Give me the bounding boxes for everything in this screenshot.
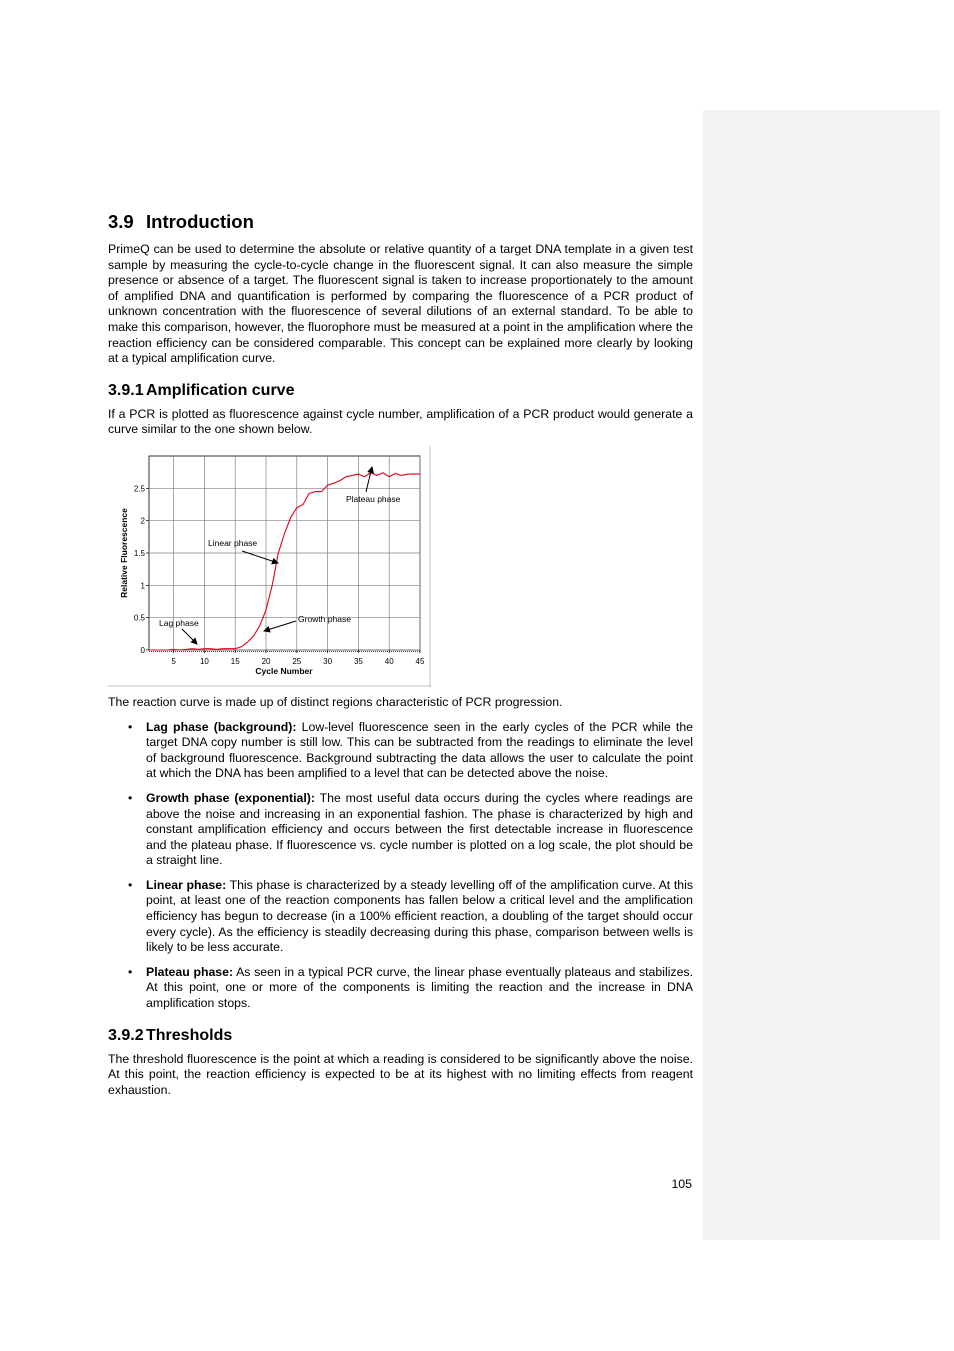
x-axis-label: Cycle Number (255, 665, 313, 676)
phase-description: The most useful data occurs during the cycles where readings are above the noise and increasing in an exponential fashion. The phase is characterized by high and constant amplification efficiency and occurs between the first detectable increase in fluorescence and the plateau phase. If fluorescence vs. cycle number is plotted on a log scale, the plot should be a straight line. (146, 790, 693, 868)
page-content (108, 210, 693, 1098)
phase-description: This phase is characterized by a steady levelling off of the amplification curve. At this point, at least one of the reaction components has fallen below a critical level and the amplification efficiency has begun to decrease (in a 100% efficient reaction, a doubling of the target should occur every cycle). As the efficiency is steadily decreasing during this phase, comparison between wells is likely to be less accurate. (146, 877, 693, 955)
amplification-chart (108, 446, 431, 687)
list-item (108, 878, 693, 956)
subsection-number: 3.9.1 (108, 381, 144, 399)
x-tick-label: 10 (199, 656, 209, 666)
subsection-number: 3.9.2 (108, 1026, 144, 1044)
y-tick-label: 2 (140, 516, 145, 526)
subsection-heading-amplification (108, 381, 693, 401)
phase-list (108, 720, 693, 1012)
x-tick-label: 30 (323, 656, 333, 666)
y-tick-label: 1.5 (133, 548, 145, 558)
bullet: • (128, 790, 133, 805)
phase-term: Plateau phase: (146, 964, 234, 979)
x-tick-label: 35 (353, 656, 363, 666)
intro-paragraph: PrimeQ can be used to determine the absolute or relative quantity of a target DNA template in a given test sample by measuring the cycle-to-cycle change in the fluorescent signal. It can also measure the simple presence or absence of a target. The fluorescent signal is taken to increase proportionately to the amount of amplified DNA and quantification is performed by comparing the fluorescence of a PCR product of unknown concentration with the fluorescence of several dilutions of an external standard. To be able to make this comparison, however, the fluorophore must be measured at a point in the amplification where the reaction efficiency can be considered comparable. This concept can be explained more clearly by looking at a typical amplification curve. (108, 242, 693, 366)
amplification-paragraph: If a PCR is plotted as fluorescence against cycle number, amplification of a PCR product would generate a curve similar to the one shown below. (108, 406, 693, 437)
list-item (108, 791, 693, 869)
x-tick-label: 40 (384, 656, 394, 666)
annotation-label: Plateau phase (346, 493, 401, 504)
y-tick-label: 1 (140, 581, 145, 591)
thresholds-paragraph: The threshold fluorescence is the point at which a reading is considered to be significantly above the noise. At this point, the reaction efficiency is expected to be at its highest with no limiting effects from reagent exhaustion. (108, 1051, 693, 1097)
subsection-title: Thresholds (146, 1026, 233, 1044)
section-number: 3.9 (108, 211, 134, 232)
y-tick-label: 0.5 (133, 613, 145, 623)
amplification-chart-svg (108, 446, 431, 687)
section-title: Introduction (146, 211, 254, 232)
y-tick-label: 0 (140, 645, 145, 655)
phase-term: Growth phase (exponential): (146, 790, 315, 805)
subsection-heading-thresholds (108, 1026, 693, 1046)
bullet: • (128, 719, 133, 734)
x-tick-label: 20 (261, 656, 271, 666)
list-item (108, 720, 693, 782)
bullet: • (128, 964, 133, 979)
annotation-label: Lag phase (159, 617, 199, 628)
y-axis-label: Relative Fluorescence (119, 508, 129, 598)
x-tick-label: 25 (292, 656, 302, 666)
page-number: 105 (671, 1177, 692, 1191)
subsection-title: Amplification curve (146, 381, 295, 399)
x-tick-label: 5 (171, 656, 176, 666)
list-item (108, 965, 693, 1012)
after-chart-paragraph: The reaction curve is made up of distinct regions characteristic of PCR progression. (108, 694, 563, 709)
phase-term: Lag phase (background): (146, 719, 297, 734)
phase-term: Linear phase: (146, 877, 227, 892)
x-tick-label: 45 (415, 656, 425, 666)
bullet: • (128, 877, 133, 892)
y-tick-label: 2.5 (133, 484, 145, 494)
comment-margin (703, 110, 940, 1240)
section-heading (108, 210, 693, 234)
annotation-label: Growth phase (298, 613, 351, 624)
phase-description: As seen in a typical PCR curve, the linear phase eventually plateaus and stabilizes. At this point, one or more of the components is limiting the reaction and the increase in DNA amplification stops. (146, 964, 693, 1011)
phase-description: Low-level fluorescence seen in the early cycles of the PCR while the target DNA copy number is still low. This can be subtracted from the readings to eliminate the level of background fluorescence. Background subtracting the data allows the user to calculate the point at which the DNA has been amplified to a level that can be detected above the noise. (146, 719, 694, 781)
annotation-label: Linear phase (208, 537, 258, 548)
x-tick-label: 15 (230, 656, 240, 666)
